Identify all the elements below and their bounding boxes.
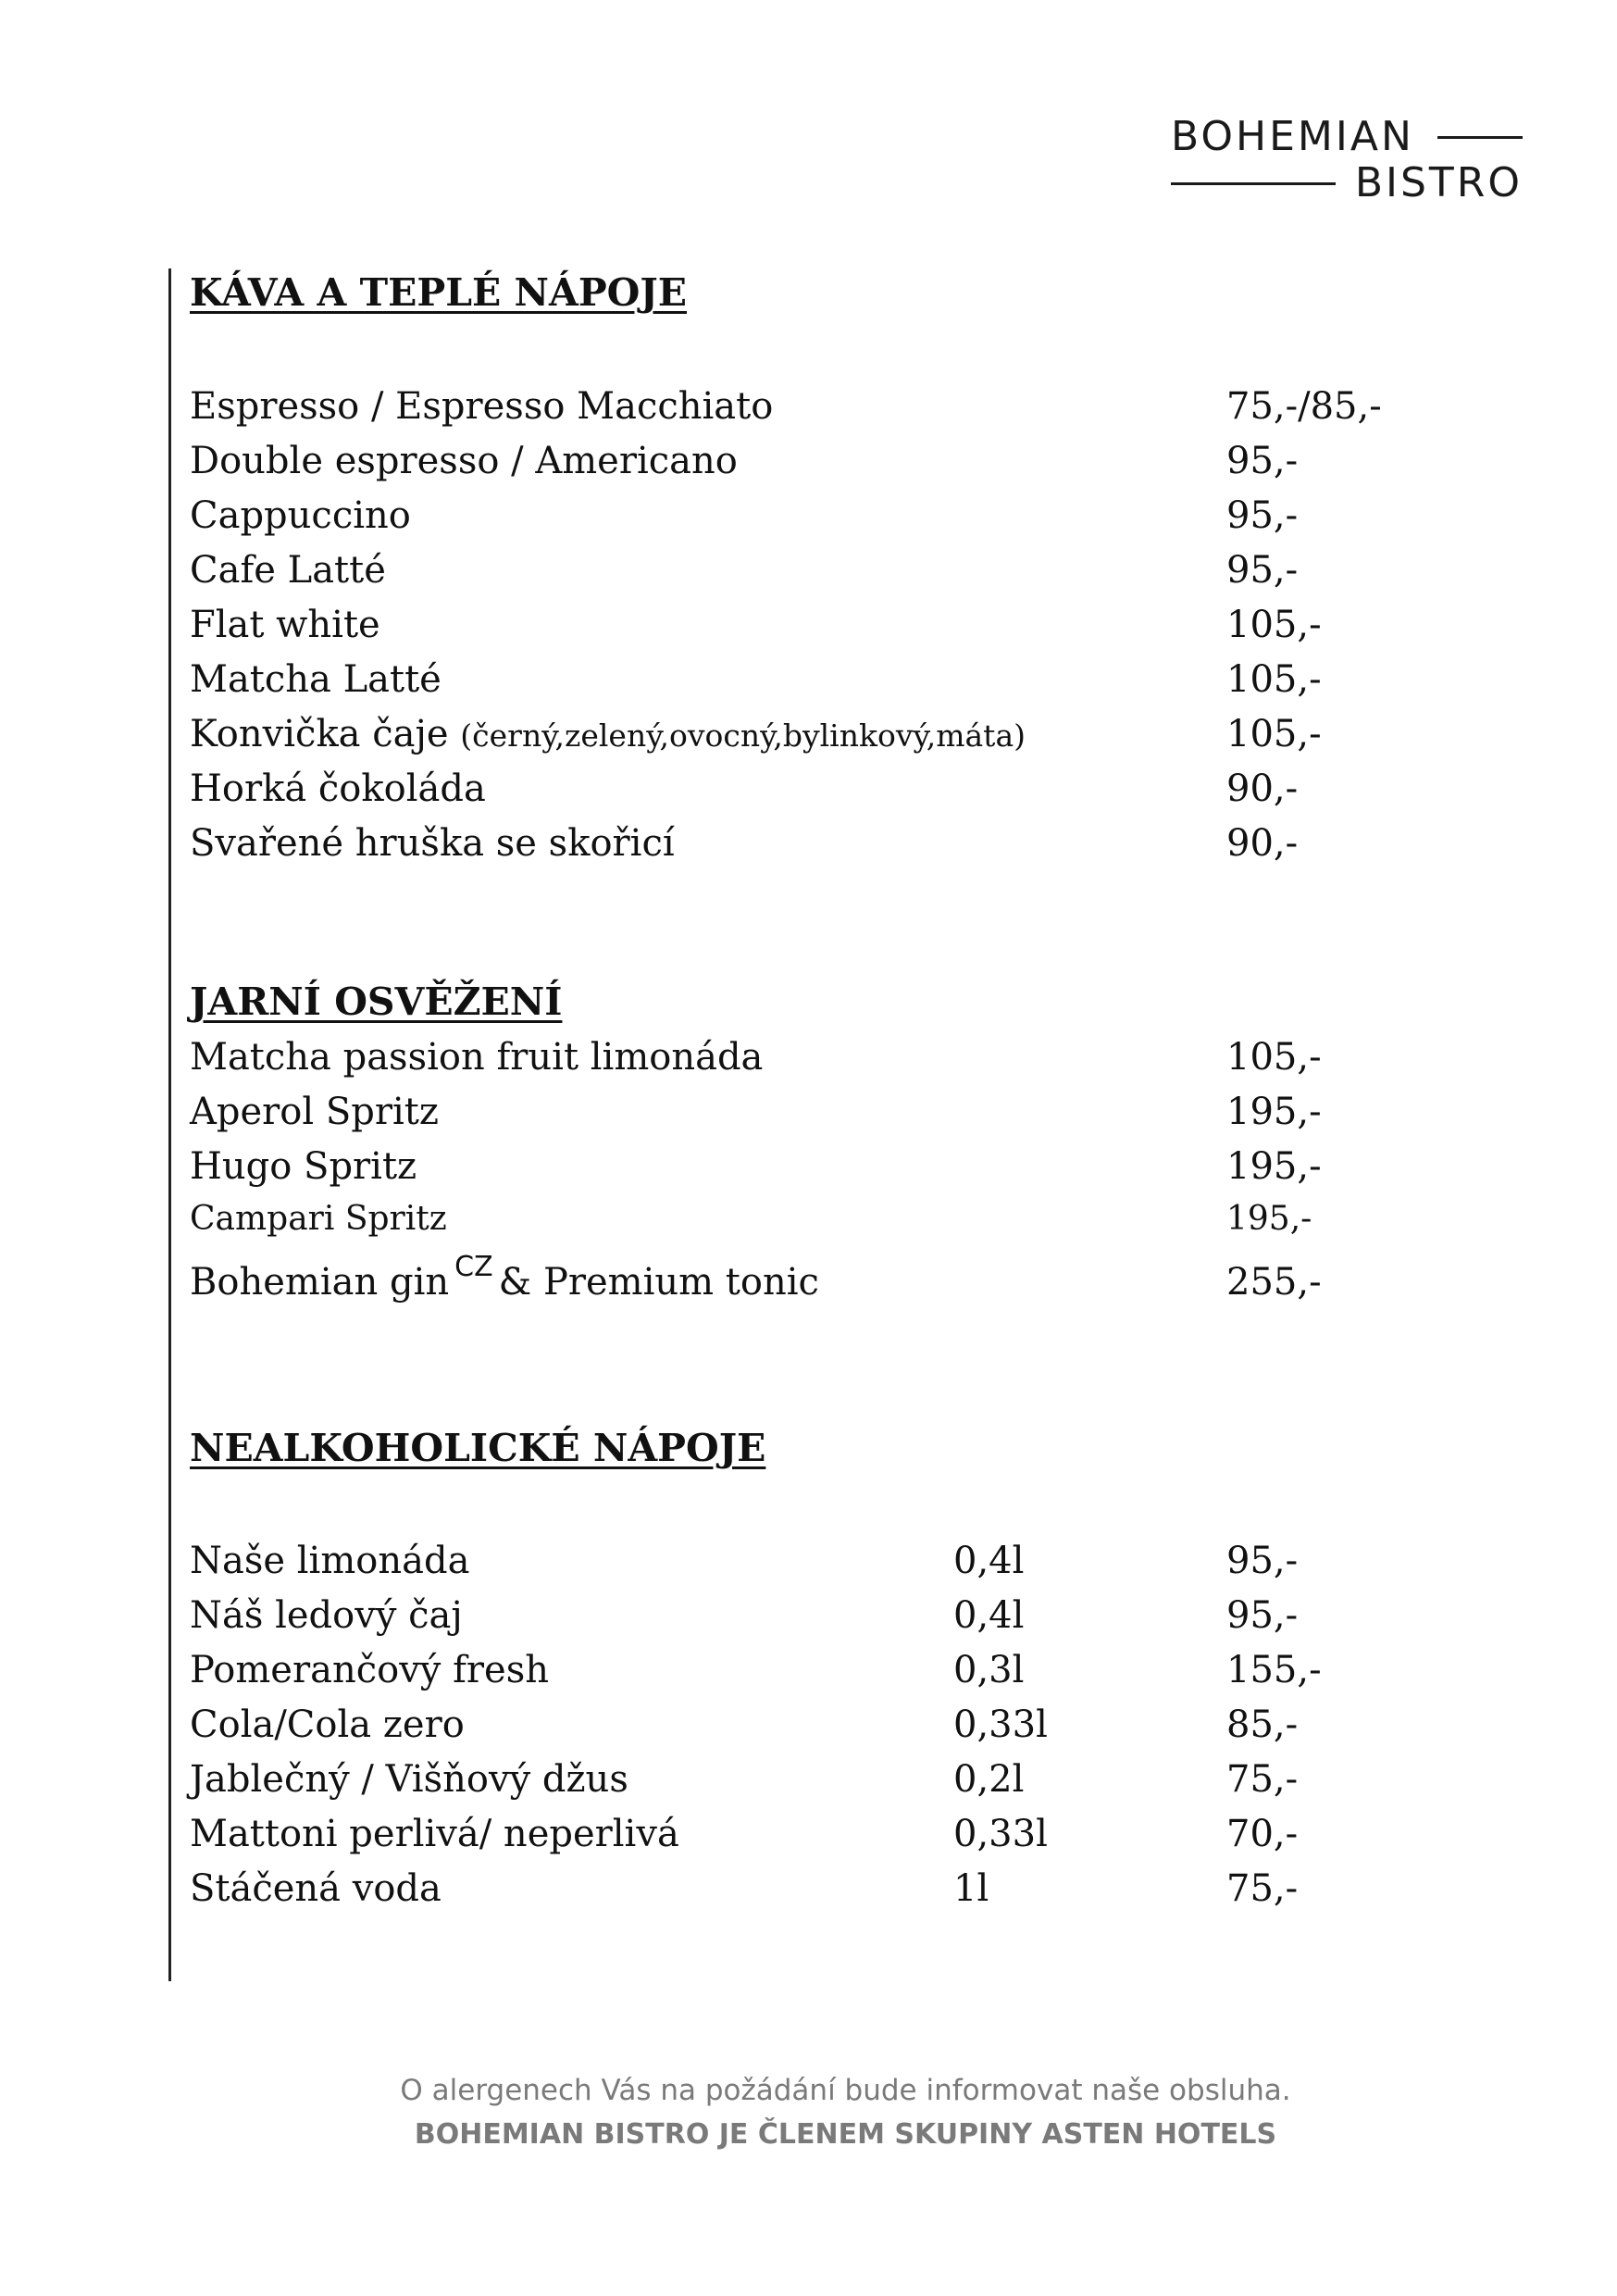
menu-item (190, 1698, 1617, 1752)
item-price: 195,- (1226, 1145, 1322, 1188)
item-name: Double espresso / Americano (190, 440, 738, 482)
item-price: 90,- (1226, 767, 1299, 810)
item-name: Mattoni perlivá/ neperlivá (190, 1813, 679, 1855)
logo-line-2: BISTRO (1354, 159, 1523, 206)
item-price: 105,- (1226, 713, 1322, 755)
item-price: 155,- (1226, 1649, 1322, 1691)
item-name: Náš ledový čaj (190, 1594, 463, 1637)
item-volume: 0,33l (953, 1703, 1048, 1746)
item-name: Svařené hruška se skořicí (190, 822, 675, 865)
menu-item (190, 1807, 1617, 1861)
menu-item (190, 434, 1617, 488)
menu-item (190, 1862, 1617, 1915)
menu-item (190, 1589, 1617, 1642)
menu-item (190, 762, 1617, 816)
item-volume: 0,2l (953, 1758, 1025, 1801)
menu-item (190, 598, 1617, 652)
group-membership-note: BOHEMIAN BISTRO JE ČLENEM SKUPINY ASTEN HOTELS (414, 2118, 1277, 2151)
menu-item (190, 1140, 1617, 1193)
item-price: 195,- (1226, 1091, 1322, 1133)
item-volume: 1l (953, 1867, 989, 1910)
menu-item (190, 1534, 1617, 1588)
menu-item (190, 489, 1617, 543)
item-price: 255,- (1226, 1261, 1322, 1304)
item-price: 95,- (1226, 1540, 1299, 1582)
menu-item (190, 1085, 1617, 1139)
item-name: Espresso / Espresso Macchiato (190, 385, 774, 428)
item-volume: 0,33l (953, 1813, 1048, 1855)
menu-item (190, 1030, 1617, 1084)
item-name: Bohemian gin (190, 1261, 450, 1304)
item-name-suffix: & Premium tonic (498, 1261, 819, 1304)
item-price: 90,- (1226, 822, 1299, 865)
item-price: 75,- (1226, 1758, 1299, 1801)
item-price: 105,- (1226, 658, 1322, 701)
margin-rule (168, 268, 171, 1981)
item-volume: 0,4l (953, 1540, 1025, 1582)
item-superscript: CZ (454, 1251, 493, 1283)
item-volume: 0,4l (953, 1594, 1025, 1637)
item-price: 95,- (1226, 549, 1299, 592)
item-price: 95,- (1226, 440, 1299, 482)
menu-item (190, 1643, 1617, 1697)
menu-item (190, 1753, 1617, 1806)
item-name: Horká čokoláda (190, 767, 486, 810)
item-name: Konvička čaje (190, 713, 449, 755)
item-name: Jablečný / Višňový džus (190, 1758, 628, 1801)
item-name: Pomerančový fresh (190, 1649, 549, 1691)
item-price: 75,- (1226, 1867, 1299, 1910)
item-price: 195,- (1226, 1200, 1312, 1238)
item-price: 95,- (1226, 1594, 1299, 1637)
item-name-with-note (190, 707, 1026, 763)
section-title-soft-drinks: NEALKOHOLICKÉ NÁPOJE (190, 1426, 766, 1470)
section-title-spring: JARNÍ OSVĚŽENÍ (190, 980, 563, 1024)
item-price: 70,- (1226, 1813, 1299, 1855)
item-name-with-superscript (190, 1251, 819, 1313)
menu-item (190, 1192, 1617, 1246)
item-name: Cappuccino (190, 494, 411, 537)
item-name: Flat white (190, 604, 380, 646)
item-note: (černý,zelený,ovocný,bylinkový,máta) (460, 718, 1026, 754)
item-name: Stáčená voda (190, 1867, 442, 1910)
menu-item (190, 653, 1617, 706)
item-name: Campari Spritz (190, 1200, 447, 1238)
item-name: Hugo Spritz (190, 1145, 417, 1188)
item-price: 105,- (1226, 604, 1322, 646)
menu-item (190, 1251, 1617, 1309)
item-price: 85,- (1226, 1703, 1299, 1746)
menu-item (190, 543, 1617, 597)
menu-item (190, 380, 1617, 433)
item-price: 105,- (1226, 1036, 1322, 1079)
item-price: 75,-/85,- (1226, 385, 1382, 428)
allergen-note: O alergenech Vás na požádání bude informovat naše obsluha. (400, 2074, 1291, 2107)
menu-item (190, 817, 1617, 870)
logo-rule-bottom (1171, 182, 1336, 185)
item-name: Aperol Spritz (190, 1091, 439, 1133)
logo-line-1: BOHEMIAN (1171, 113, 1414, 160)
item-name: Cola/Cola zero (190, 1703, 465, 1746)
menu-item (190, 707, 1617, 761)
logo-rule-top (1437, 136, 1523, 139)
section-title-coffee: KÁVA A TEPLÉ NÁPOJE (190, 270, 688, 315)
brand-logo (1171, 109, 1523, 211)
item-name: Cafe Latté (190, 549, 386, 592)
item-name: Naše limonáda (190, 1540, 470, 1582)
item-volume: 0,3l (953, 1649, 1025, 1691)
item-name: Matcha passion fruit limonáda (190, 1036, 764, 1079)
item-price: 95,- (1226, 494, 1299, 537)
item-name: Matcha Latté (190, 658, 442, 701)
